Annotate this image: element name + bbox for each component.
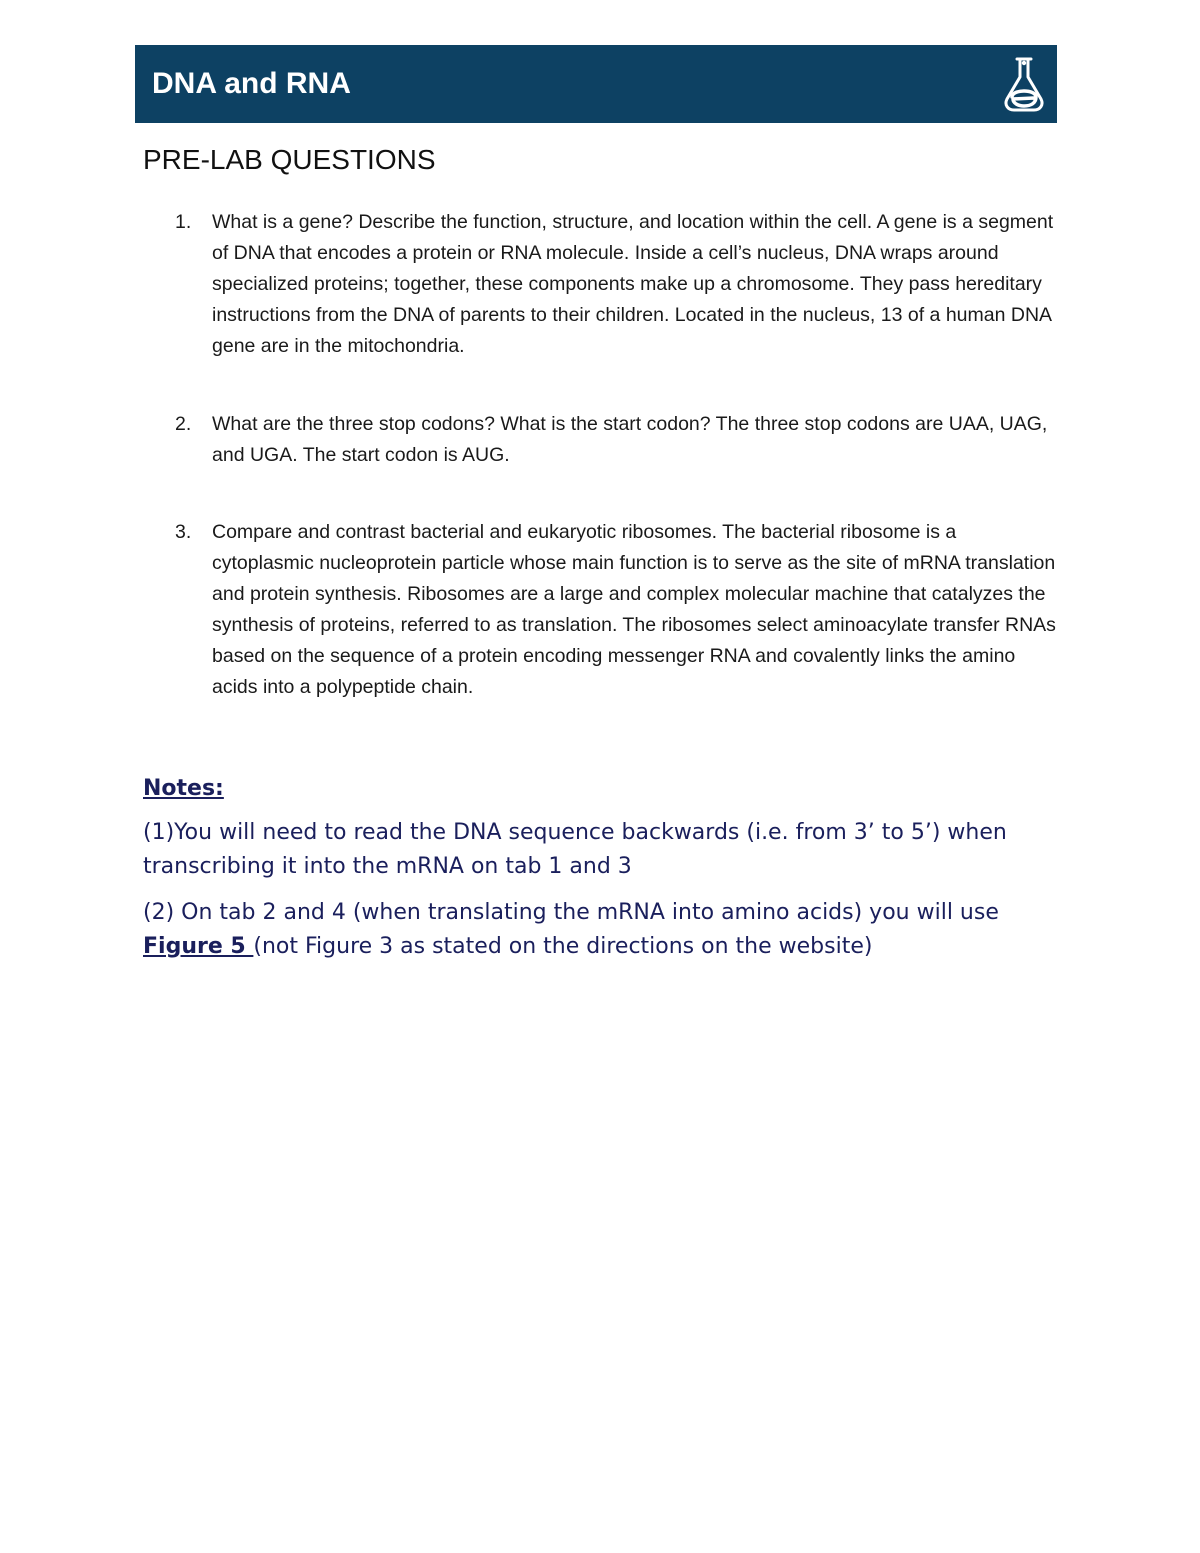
question-number: 2. — [175, 413, 192, 435]
note-1 — [143, 816, 1068, 884]
note-2-text-start: (2) On tab 2 and 4 (when translating the mRNA into amino acids) you will use — [143, 900, 999, 925]
note-2-text-end: (not Figure 3 as stated on the directions on the website) — [253, 934, 873, 959]
question-text: What are the three stop codons? What is the start codon? The three stop codons are UAA, UAG, and UGA. The start codon is AUG. — [212, 413, 1048, 466]
question-text: What is a gene? Describe the function, structure, and location within the cell. A gene is a segment of DNA that encodes a protein or RNA molecule. Inside a cell’s nucleus, DNA wraps around specialized proteins; together, these components make up a chromosome. They pass hereditary instructions from the DNA of parents to their children. Located in the nucleus, 13 of a human DNA gene are in the mitochondria. — [212, 211, 1054, 357]
note-1-text-end: transcribing it into the mRNA on tab 1 and 3 — [143, 854, 632, 879]
note-2 — [143, 896, 1068, 964]
section-heading: PRE-LAB QUESTIONS — [143, 144, 436, 175]
notes-title: Notes: — [143, 776, 224, 801]
header-bar — [135, 45, 1057, 123]
flask-icon — [999, 53, 1049, 115]
notes-section — [143, 772, 1068, 976]
question-number: 1. — [175, 211, 192, 233]
figure-5-link[interactable]: Figure 5 — [143, 934, 254, 959]
document-title: DNA and RNA — [152, 67, 351, 100]
note-1-text-start: (1)You will need to read the DNA sequence backwards (i.e. from 3’ to 5’) when — [143, 820, 1007, 845]
question-text: Compare and contrast bacterial and eukaryotic ribosomes. The bacterial ribosome is a cytoplasmic nucleoprotein particle whose main function is to serve as the site of mRNA translation and protein synthesis. Ribosomes are a large and complex molecular machine that catalyzes the synthesis of proteins, referred to as translation. The ribosomes select aminoacylate transfer RNAs based on the sequence of a protein encoding messenger RNA and covalently links the amino acids into a polypeptide chain. — [212, 521, 1056, 698]
question-number: 3. — [175, 521, 192, 543]
